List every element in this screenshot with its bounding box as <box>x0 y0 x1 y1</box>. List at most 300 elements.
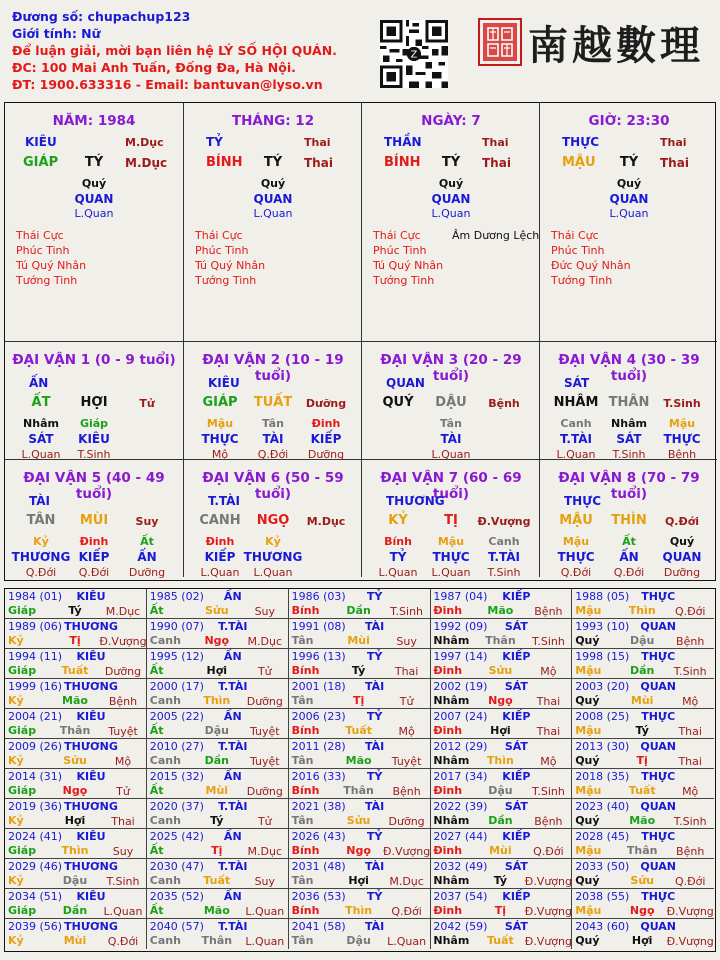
year-label: 1996 (13) <box>291 650 346 663</box>
year-stage: Mộ <box>114 755 132 768</box>
dai-van-hidden-can: Tân <box>262 417 284 430</box>
year-can: Ất <box>149 844 164 857</box>
dai-van-hidden-can: Kỷ <box>265 535 281 548</box>
year-cell <box>289 859 431 889</box>
year-chi: Hợi <box>348 874 369 887</box>
year-god: KIÊU <box>76 830 106 843</box>
year-label: 2002 (19) <box>433 680 488 693</box>
pillar-star: Phúc Tinh <box>373 244 427 257</box>
year-chi: Mùi <box>205 784 229 797</box>
year-god: ẤN <box>223 830 242 843</box>
year-stage: Suy <box>112 845 134 858</box>
year-god: ẤN <box>223 650 242 663</box>
year-chi: Hợi <box>631 934 653 947</box>
year-cell <box>430 709 572 739</box>
pillar-title: GIỜ: 23:30 <box>588 113 670 129</box>
red-seal-logo <box>478 18 522 66</box>
pillar-stage-top: Thai <box>660 136 687 149</box>
year-chi: Thìn <box>203 694 231 707</box>
year-god: ẤN <box>223 590 242 603</box>
pillar-star: Tú Quý Nhân <box>373 259 444 272</box>
year-label: 1992 (09) <box>433 620 488 633</box>
pillar-hidden-stage: L.Quan <box>609 207 649 220</box>
year-god: QUAN <box>640 860 677 873</box>
year-god: QUAN <box>640 680 677 693</box>
year-cell <box>289 829 431 859</box>
year-label: 2035 (52) <box>149 890 204 903</box>
year-label: 2019 (36) <box>8 800 63 813</box>
dai-van-hidden-stage: Q.Đới <box>78 566 110 579</box>
dai-van-hidden-god: SÁT <box>616 432 642 446</box>
dai-van-hidden-god: KIẾP <box>78 550 110 564</box>
year-chi: Dậu <box>346 934 371 947</box>
year-label: 1989 (06) <box>8 620 63 633</box>
year-stage: T.Sinh <box>673 665 707 678</box>
year-label: 2001 (18) <box>291 680 346 693</box>
year-label: 1985 (02) <box>149 590 204 603</box>
dai-van-hidden-stage: T.Sinh <box>612 448 646 461</box>
year-can: Ất <box>149 724 164 737</box>
pillar-star: Đức Quý Nhân <box>551 259 631 272</box>
pillar-star: Tướng Tinh <box>195 274 257 287</box>
year-stage: Thai <box>678 725 702 738</box>
dai-van-hidden-can: Mậu <box>668 417 696 430</box>
pillar-god-top: THỰC <box>562 135 600 149</box>
year-stage: T.Sinh <box>390 605 424 618</box>
year-label: 2021 (38) <box>291 800 346 813</box>
year-cell <box>572 829 714 859</box>
dai-van-can: QUÝ <box>382 395 414 410</box>
year-stage: Tuyệt <box>391 755 422 768</box>
dai-van-box <box>5 341 183 459</box>
year-can: Tân <box>291 694 314 707</box>
year-cell <box>430 679 572 709</box>
year-cell <box>430 919 572 949</box>
year-can: Nhâm <box>433 814 470 827</box>
dai-van-hidden-god: KIẾP <box>204 550 236 564</box>
dai-van-title: ĐẠI VẬN 4 (30 - 39 tuổi) <box>558 352 700 384</box>
pillar-chi: TÝ <box>619 155 639 170</box>
pillar-box <box>539 103 717 341</box>
year-cell <box>289 739 431 769</box>
year-cell <box>572 679 714 709</box>
year-label: 2005 (22) <box>149 710 204 723</box>
dai-van-hidden-god: KIÊU <box>78 432 110 446</box>
dai-van-chi: THÌN <box>611 513 647 528</box>
contact-invite: Để luận giải, mời bạn liên hệ LÝ SỐ HỘI QUÁN. <box>12 43 337 58</box>
year-cell <box>147 799 289 829</box>
year-god: QUAN <box>640 920 677 933</box>
year-chi: Tị <box>636 754 648 767</box>
year-can: Quý <box>575 694 600 707</box>
year-stage: Bệnh <box>676 635 705 648</box>
dai-van-hidden-god: TÀI <box>440 432 462 446</box>
year-chi: Mùi <box>630 694 654 707</box>
dai-van-hidden-stage: Dưỡng <box>663 566 701 579</box>
dai-van-god: QUAN <box>386 376 425 390</box>
year-stage: Tuyệt <box>249 755 280 768</box>
year-can: Tân <box>291 874 314 887</box>
year-label: 2039 (56) <box>8 920 63 933</box>
year-stage: Bệnh <box>676 845 705 858</box>
year-chi: Dần <box>488 814 513 827</box>
year-stage: Đ.Vượng <box>524 905 572 918</box>
dai-van-hidden-can: Nhâm <box>611 417 647 430</box>
pillar-can: MẬU <box>562 155 596 170</box>
pillar-star: Thái Cực <box>195 229 243 242</box>
year-god: THƯƠNG <box>64 740 118 753</box>
year-label: 2018 (35) <box>575 770 630 783</box>
year-label: 1999 (16) <box>8 680 63 693</box>
year-cell <box>572 709 714 739</box>
year-stage: T.Sinh <box>531 635 565 648</box>
year-stage: M.Dục <box>389 875 424 888</box>
year-label: 2031 (48) <box>291 860 346 873</box>
year-label: 2009 (26) <box>8 740 63 753</box>
year-god: KIẾP <box>502 650 531 663</box>
year-stage: Đ.Vượng <box>666 935 714 948</box>
year-label: 2025 (42) <box>149 830 204 843</box>
year-label: 1995 (12) <box>149 650 204 663</box>
pillar-stage-top: Thai <box>482 136 509 149</box>
dai-van-chi: TUẤT <box>253 395 293 410</box>
year-god: KIẾP <box>502 590 531 603</box>
year-label: 2022 (39) <box>433 800 488 813</box>
year-cell <box>5 799 147 829</box>
year-can: Canh <box>149 634 181 647</box>
pillar-star: Thái Cực <box>551 229 599 242</box>
dai-van-can: KỶ <box>388 513 408 528</box>
year-can: Đinh <box>433 724 463 737</box>
year-god: TÀI <box>364 680 385 693</box>
year-chi: Tý <box>635 724 649 737</box>
year-label: 2037 (54) <box>433 890 488 903</box>
year-chi: Thìn <box>61 844 89 857</box>
year-god: TÀI <box>364 800 385 813</box>
year-god: ẤN <box>223 770 242 783</box>
dai-van-stage: Suy <box>135 515 159 528</box>
year-stage: Tử <box>399 695 414 708</box>
dai-van-hidden-stage: L.Quan <box>378 566 418 579</box>
year-label: 2000 (17) <box>149 680 204 693</box>
year-stage: Q.Đới <box>391 905 422 918</box>
year-god: THƯƠNG <box>64 620 118 633</box>
year-chi: Dần <box>346 604 371 617</box>
year-label: 2029 (46) <box>8 860 63 873</box>
pillar-star: Phúc Tinh <box>16 244 70 257</box>
pillar-chi: TÝ <box>441 155 461 170</box>
year-chi: Tị <box>352 694 365 707</box>
year-chi: Mão <box>487 604 514 617</box>
year-stage: Thai <box>678 755 702 768</box>
year-god: TÀI <box>364 620 385 633</box>
dai-van-stage: Dưỡng <box>305 397 347 410</box>
year-chi: Hợi <box>64 814 86 827</box>
year-god: SÁT <box>504 740 528 753</box>
year-stage: Suy <box>396 635 417 648</box>
dai-van-hidden-can: Giáp <box>79 417 109 430</box>
year-chi: Tý <box>68 604 82 617</box>
year-can: Bính <box>291 604 320 617</box>
pillar-hidden-stage: L.Quan <box>431 207 471 220</box>
pillar-grid <box>4 102 716 581</box>
year-god: SÁT <box>504 680 528 693</box>
dai-van-god: T.TÀI <box>208 494 240 508</box>
year-can: Nhâm <box>433 634 470 647</box>
year-chi: Tuất <box>61 664 89 677</box>
year-cell <box>5 649 147 679</box>
year-can: Mậu <box>575 904 602 917</box>
dai-van-hidden-can: Đinh <box>79 535 109 548</box>
dai-van-stage: M.Dục <box>306 515 346 528</box>
year-god: THỰC <box>641 830 676 843</box>
year-cell <box>5 589 147 619</box>
year-label: 2010 (27) <box>149 740 204 753</box>
year-god: THỰC <box>641 650 676 663</box>
year-can: Đinh <box>433 604 463 617</box>
pillar-stage: Thai <box>660 156 689 170</box>
year-stage: Dưỡng <box>388 815 425 828</box>
year-god: THƯƠNG <box>64 860 118 873</box>
pillar-star: Thái Cực <box>373 229 421 242</box>
year-label: 2034 (51) <box>8 890 63 903</box>
dai-van-god: KIÊU <box>208 376 240 390</box>
dai-van-stage: Tử <box>139 397 155 410</box>
year-cell <box>147 769 289 799</box>
year-cell <box>147 739 289 769</box>
pillar-hidden-stage: L.Quan <box>74 207 114 220</box>
year-god: T.TÀI <box>218 620 248 633</box>
year-can: Giáp <box>8 724 37 737</box>
year-god: TỶ <box>366 650 383 663</box>
dai-van-hidden-god: T.TÀI <box>560 432 592 446</box>
year-chi: Thân <box>485 634 516 647</box>
year-chi: Thân <box>59 724 91 737</box>
year-cell <box>289 919 431 949</box>
year-god: KIẾP <box>502 770 531 783</box>
pillar-hidden-god: QUAN <box>253 192 293 206</box>
year-stage: Tử <box>257 665 272 678</box>
pillar-hidden-can: Quý <box>616 177 642 190</box>
year-god: T.TÀI <box>218 680 248 693</box>
year-stage: Dưỡng <box>246 695 283 708</box>
year-cell <box>572 619 714 649</box>
year-cell <box>430 619 572 649</box>
year-label: 2040 (57) <box>149 920 204 933</box>
pillar-god-top: TỶ <box>206 135 223 149</box>
year-can: Kỷ <box>8 934 24 947</box>
dai-van-hidden-stage: Mộ <box>211 448 229 461</box>
year-can: Nhâm <box>433 694 470 707</box>
year-chi: Dần <box>629 664 655 677</box>
dai-van-can: ẤT <box>31 395 51 410</box>
pillar-star: Tướng Tinh <box>16 274 78 287</box>
year-chi: Thân <box>201 934 233 947</box>
year-stage: Mộ <box>398 725 415 738</box>
year-chi: Ngọ <box>346 844 371 857</box>
pillar-stage: Thai <box>304 156 333 170</box>
year-god: TỶ <box>366 770 383 783</box>
year-god: THƯƠNG <box>64 680 118 693</box>
year-can: Kỷ <box>8 694 24 707</box>
year-stage: M.Dục <box>247 845 283 858</box>
year-can: Bính <box>291 784 320 797</box>
pillar-hidden-stage: L.Quan <box>253 207 293 220</box>
year-stage: T.Sinh <box>531 785 565 798</box>
dai-van-hidden-stage: L.Quan <box>556 448 596 461</box>
dai-van-hidden-can: Ất <box>140 535 154 548</box>
dai-van-hidden-stage: T.Sinh <box>487 566 521 579</box>
pillar-can: GIÁP <box>23 155 59 170</box>
year-god: THƯƠNG <box>64 920 118 933</box>
year-label: 2013 (30) <box>575 740 630 753</box>
dai-van-box <box>539 341 717 459</box>
pillar-can: BÍNH <box>384 155 421 170</box>
year-chi: Sửu <box>63 754 87 767</box>
dai-van-hidden-god: THỰC <box>557 550 595 564</box>
year-chi: Tý <box>210 814 224 827</box>
year-stage: Dưỡng <box>246 785 283 798</box>
year-can: Quý <box>575 874 600 887</box>
dai-van-god: TÀI <box>29 494 51 508</box>
pillar-star: Thái Cực <box>16 229 64 242</box>
year-cell <box>289 769 431 799</box>
year-label: 2012 (29) <box>433 740 488 753</box>
year-can: Ất <box>149 784 164 797</box>
year-label: 2038 (55) <box>575 890 630 903</box>
dai-van-title: ĐẠI VẬN 8 (70 - 79 tuổi) <box>558 470 700 502</box>
year-stage: Q.Đới <box>107 935 139 948</box>
year-god: TÀI <box>364 860 385 873</box>
year-god: KIÊU <box>76 650 106 663</box>
pillar-hidden-god: QUAN <box>431 192 471 206</box>
year-label: 2016 (33) <box>291 770 346 783</box>
year-can: Ất <box>149 664 164 677</box>
year-label: 2003 (20) <box>575 680 630 693</box>
phone-email: ĐT: 1900.633316 - Email: bantuvan@lyso.vn <box>12 77 323 92</box>
dai-van-hidden-god: KIẾP <box>310 432 342 446</box>
year-label: 2028 (45) <box>575 830 630 843</box>
pillar-hidden-god: QUAN <box>609 192 649 206</box>
year-god: T.TÀI <box>218 800 248 813</box>
year-cell <box>5 919 147 949</box>
year-chi: Dần <box>204 754 229 767</box>
dai-van-hidden-god: T.TÀI <box>488 550 520 564</box>
year-god: THỰC <box>641 710 676 723</box>
dai-van-hidden-stage: Q.Đới <box>560 566 592 579</box>
year-can: Nhâm <box>433 934 470 947</box>
year-god: TỶ <box>366 890 383 903</box>
year-cell <box>5 829 147 859</box>
pillar-god-top: THẦN <box>384 135 422 149</box>
year-cell <box>147 589 289 619</box>
year-label: 2027 (44) <box>433 830 488 843</box>
dai-van-hidden-can: Quý <box>669 535 695 548</box>
dai-van-god: THƯƠNG <box>386 494 445 508</box>
dai-van-god: THỰC <box>564 494 602 508</box>
year-cell <box>572 589 714 619</box>
year-chi: Dậu <box>629 634 655 647</box>
year-label: 1997 (14) <box>433 650 488 663</box>
dai-van-hidden-can: Canh <box>560 417 592 430</box>
dai-van-chi: MÙI <box>79 513 109 528</box>
pillar-title: NĂM: 1984 <box>52 113 136 129</box>
year-cell <box>430 799 572 829</box>
year-can: Tân <box>291 754 314 767</box>
year-can: Canh <box>149 694 181 707</box>
dai-van-title: ĐẠI VẬN 7 (60 - 69 tuổi) <box>380 470 522 502</box>
year-god: T.TÀI <box>218 920 248 933</box>
year-god: THỰC <box>641 590 676 603</box>
pillar-stage: M.Dục <box>125 156 168 170</box>
year-can: Mậu <box>575 724 602 737</box>
year-chi: Mão <box>203 904 230 917</box>
year-label: 2014 (31) <box>8 770 63 783</box>
year-chi: Mùi <box>347 634 370 647</box>
dai-van-hidden-god: THƯƠNG <box>11 550 71 564</box>
year-stage: L.Quan <box>245 905 285 918</box>
pillar-hidden-can: Quý <box>438 177 464 190</box>
year-chi: Ngọ <box>204 634 230 647</box>
year-cell <box>5 709 147 739</box>
year-can: Kỷ <box>8 754 24 767</box>
dai-van-title: ĐẠI VẬN 2 (10 - 19 tuổi) <box>202 352 344 384</box>
year-cell <box>572 919 714 949</box>
dai-van-can: CANH <box>199 513 241 528</box>
year-stage: Q.Đới <box>674 605 706 618</box>
year-stage: Mộ <box>540 755 557 768</box>
year-can: Giáp <box>8 904 37 917</box>
pillar-stage-top: Thai <box>304 136 331 149</box>
year-can: Tân <box>291 934 314 947</box>
year-label: 1991 (08) <box>291 620 346 633</box>
year-chi: Tý <box>351 664 366 677</box>
year-chi: Ngọ <box>629 904 655 917</box>
year-can: Quý <box>575 814 600 827</box>
year-chi: Mùi <box>489 844 512 857</box>
year-cell <box>572 769 714 799</box>
year-chi: Sửu <box>488 664 513 677</box>
year-label: 2023 (40) <box>575 800 630 813</box>
year-god: T.TÀI <box>218 860 248 873</box>
pillar-god-top: KIÊU <box>25 135 57 149</box>
year-god: TỶ <box>366 710 383 723</box>
year-god: TÀI <box>364 920 385 933</box>
year-chi: Ngọ <box>488 694 513 707</box>
dai-van-hidden-stage: L.Quan <box>200 566 240 579</box>
year-cell <box>430 889 572 919</box>
year-stage: Q.Đới <box>533 845 564 858</box>
dai-van-hidden-god: SÁT <box>28 432 54 446</box>
year-can: Giáp <box>8 664 37 677</box>
dai-van-hidden-stage: Dưỡng <box>128 566 166 579</box>
dai-van-hidden-god: QUAN <box>662 550 702 564</box>
year-cell <box>289 649 431 679</box>
year-stage: Suy <box>254 875 276 888</box>
year-label: 2026 (43) <box>291 830 346 843</box>
year-can: Tân <box>291 634 314 647</box>
year-chi: Mão <box>629 814 656 827</box>
year-stage: Thai <box>536 695 561 708</box>
year-label: 1986 (03) <box>291 590 346 603</box>
dai-van-hidden-can: Tân <box>440 417 462 430</box>
dai-van-title: ĐẠI VẬN 3 (20 - 29 tuổi) <box>380 352 522 384</box>
year-cell <box>147 829 289 859</box>
dai-van-chi: NGỌ <box>256 513 290 528</box>
year-cell <box>147 859 289 889</box>
svg-text:Z: Z <box>410 49 418 61</box>
year-cell <box>430 739 572 769</box>
